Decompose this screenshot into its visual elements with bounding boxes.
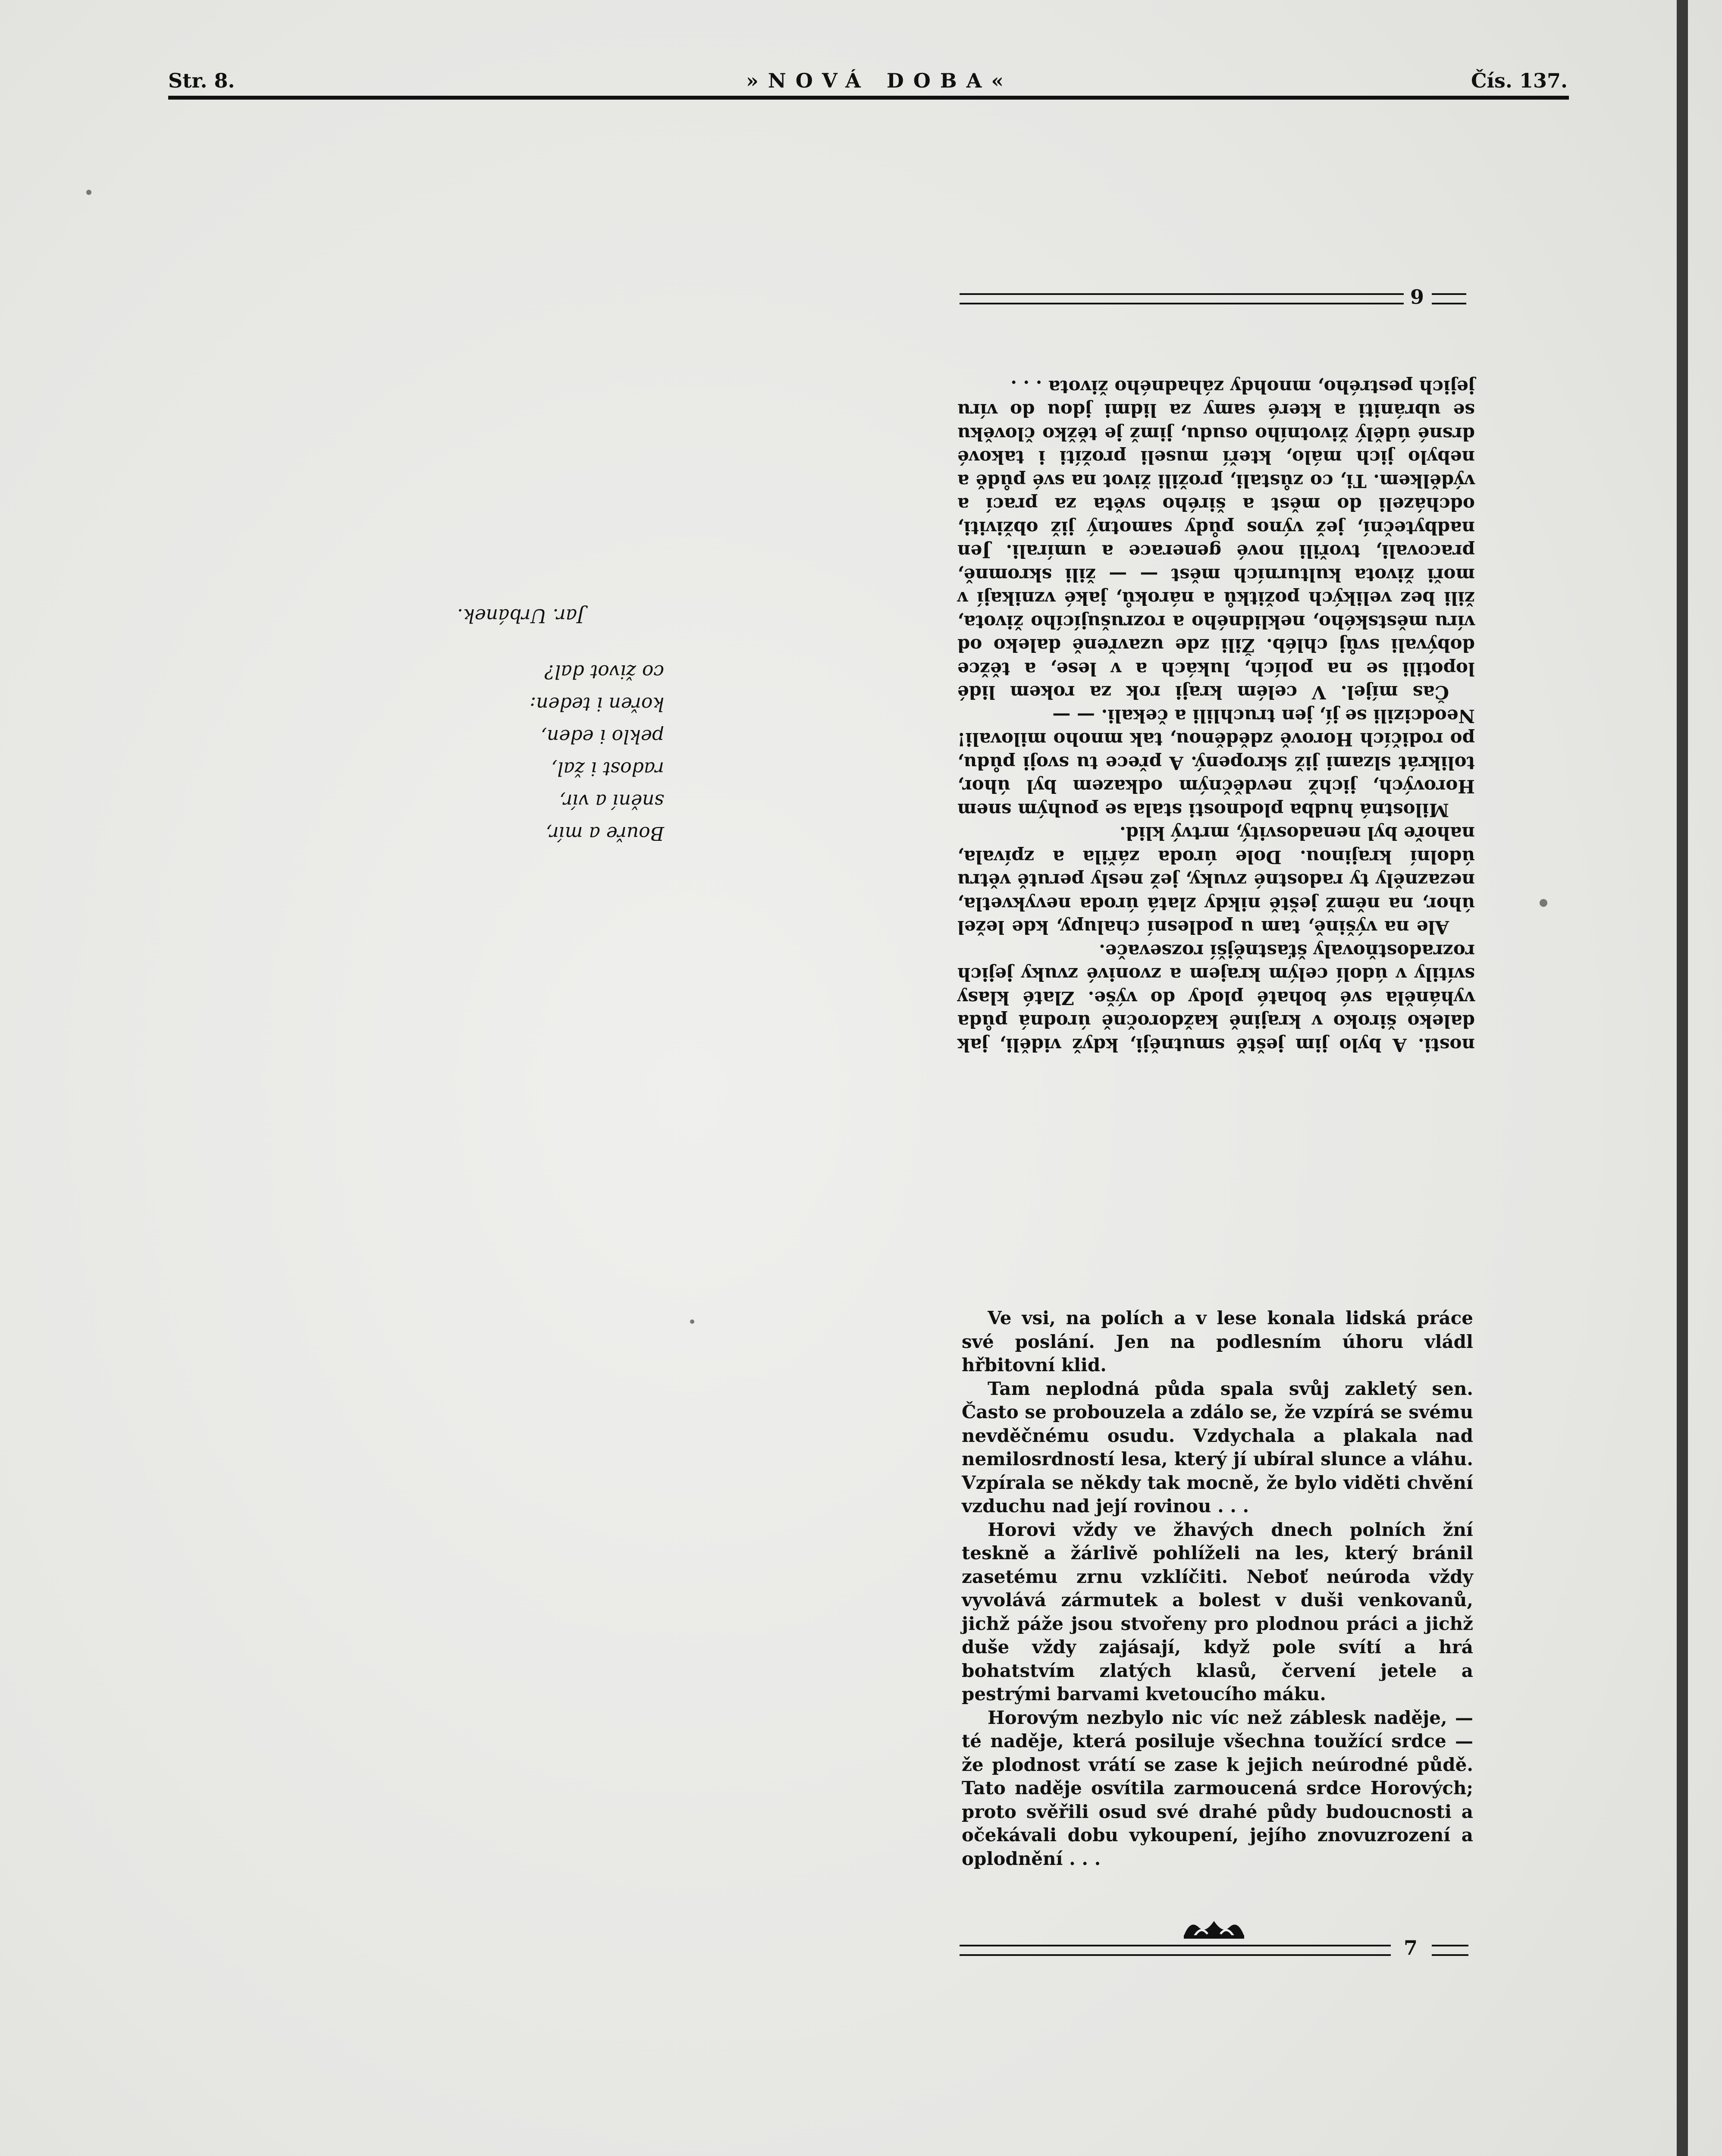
lower-page-number: 7: [1404, 1936, 1418, 1959]
page-number-rule-upper: [960, 293, 1404, 304]
poem-line: radost i žal,: [551, 758, 664, 780]
story-paragraph: Ve vsi, na polích a v lese konala lidská práce své poslání. Jen na podlesním úhoru vládl hřbitovní klid.: [962, 1307, 1473, 1376]
upside-down-poem: [457, 599, 733, 849]
scan-speck: [690, 1319, 694, 1324]
story-paragraph: Čas míjel. V celém kraji rok za rokem lidé lopotili se na polích, lukách a v lese, a těžce dobývali svůj chléb. Žili zde uzavřeně daleko od víru městského, neklidného a rozrušujícího života, žili bez velikých požitků a nároků, jaké vznikají v moři života kulturních měst — — žili skromně, pracovali, tvořili nové generace a umírali. Jen nadbyteční, jež výnos půdy samotný již obživiti, odcházeli do měst a širého světa za prací a výdělkem. Ti, co zůstali, prožili život na své půdě a nebylo jich málo, kteří museli prožíti i takové drsné údělý životního osudu, jimž je těžko člověku se ubrániti a které samy za lidmi jdou do víru jejich pestrého, mnohdy záhadného života . . .: [957, 376, 1475, 703]
header-title: »NOVÁ DOBA«: [746, 69, 1013, 92]
scan-speck: [1540, 899, 1547, 907]
poem-line: snění a vír,: [559, 790, 664, 812]
upper-page-number: 6: [1410, 285, 1424, 308]
story-paragraph: Horovi vždy ve žhavých dnech polních žní teskně a žárlivě pohlíželi na les, který bránil zasetému zrnu vzklíčiti. Neboť neúroda vždy vyvolává zármutek a bolest v duši venkovanů, jichž páže jsou stvořeny pro plodnou práci a jichž duše vždy zajásají, když pole svítí a hrá bohatstvím zlatých klasů, červení jetele a pestrými barvami kvetoucího máku.: [962, 1519, 1473, 1705]
scan-speck: [86, 190, 91, 195]
poem-line: Bouře a mír,: [546, 822, 664, 844]
header-issue-number: Čís. 137.: [1471, 69, 1568, 92]
poem-line: kořen i teden:: [530, 693, 664, 715]
poem-line: co život dal?: [544, 661, 664, 683]
page-number-rule-lower-right: [1432, 1945, 1468, 1956]
story-paragraph: Horovým nezbylo nic víc než záblesk naděje, — té naděje, která posiluje všechna toužící srdce — že plodnost vrátí se zase k jejich neúrodné půdě. Tato naděje osvítila zarmoucená srdce Horových; proto svěřili osud své drahé půdy budoucnosti a očekávali dobu vykoupení, jejího znovuzrození a oplodnění . . .: [962, 1707, 1473, 1869]
header-page-label: Str. 8.: [168, 69, 235, 92]
upside-down-story: [957, 315, 1475, 1056]
story-continuation: [962, 1307, 1473, 1876]
floral-ornament-icon: [1182, 1915, 1246, 1940]
story-paragraph: Milostná hudba plodnosti stala se pouhým snem Horových, jichž nevděčným odkazem byl úhor, tolikrát slzami již skropený. A přece tu svoji půdu, po rodičích Horově zděděnou, tak mnoho milovali! Neodcizili se jí, jen truchlili a čekali. — —: [957, 705, 1475, 821]
poem-line: peklo i eden,: [540, 725, 664, 747]
header-rule: [168, 96, 1569, 100]
page-number-rule-upper-right: [1432, 293, 1466, 304]
page-header: [168, 69, 1568, 99]
page-edge: [1677, 0, 1688, 2156]
page-number-rule-lower: [960, 1945, 1391, 1956]
poem-author: Jar. Urbánek.: [457, 605, 585, 627]
story-paragraph: nosti. A bylo jim ještě smutněji, když viděli, jak daleko široko v krajině každoročně úrodná půda vyháněla své bohaté plody do výše. Zlaté klasy svítily v údolí celým krajem a zvonivé zvuky jejich rozradostňovaly šťastnější rozsevače.: [957, 940, 1475, 1056]
story-paragraph: Ale na výšině, tam u podlesní chalupy, kde ležel úhor, na němž ještě nikdy zlatá úroda nevykvetla, nezazněly ty radostné zvuky, jež nesly perutě větru údolní krajinou. Dole úroda zářila a zpívala, nahoře byl nenadosvitý, mrtvý klid.: [957, 823, 1475, 938]
story-paragraph: Tam neplodná půda spala svůj zakletý sen. Často se probouzela a zdálo se, že vzpírá se svému nevděčnému osudu. Vzdychala a plakala nad nemilosrdností lesa, který jí ubíral slunce a vláhu. Vzpírala se někdy tak mocně, že bylo viděti chvění vzduchu nad její rovinou . . .: [962, 1378, 1473, 1517]
